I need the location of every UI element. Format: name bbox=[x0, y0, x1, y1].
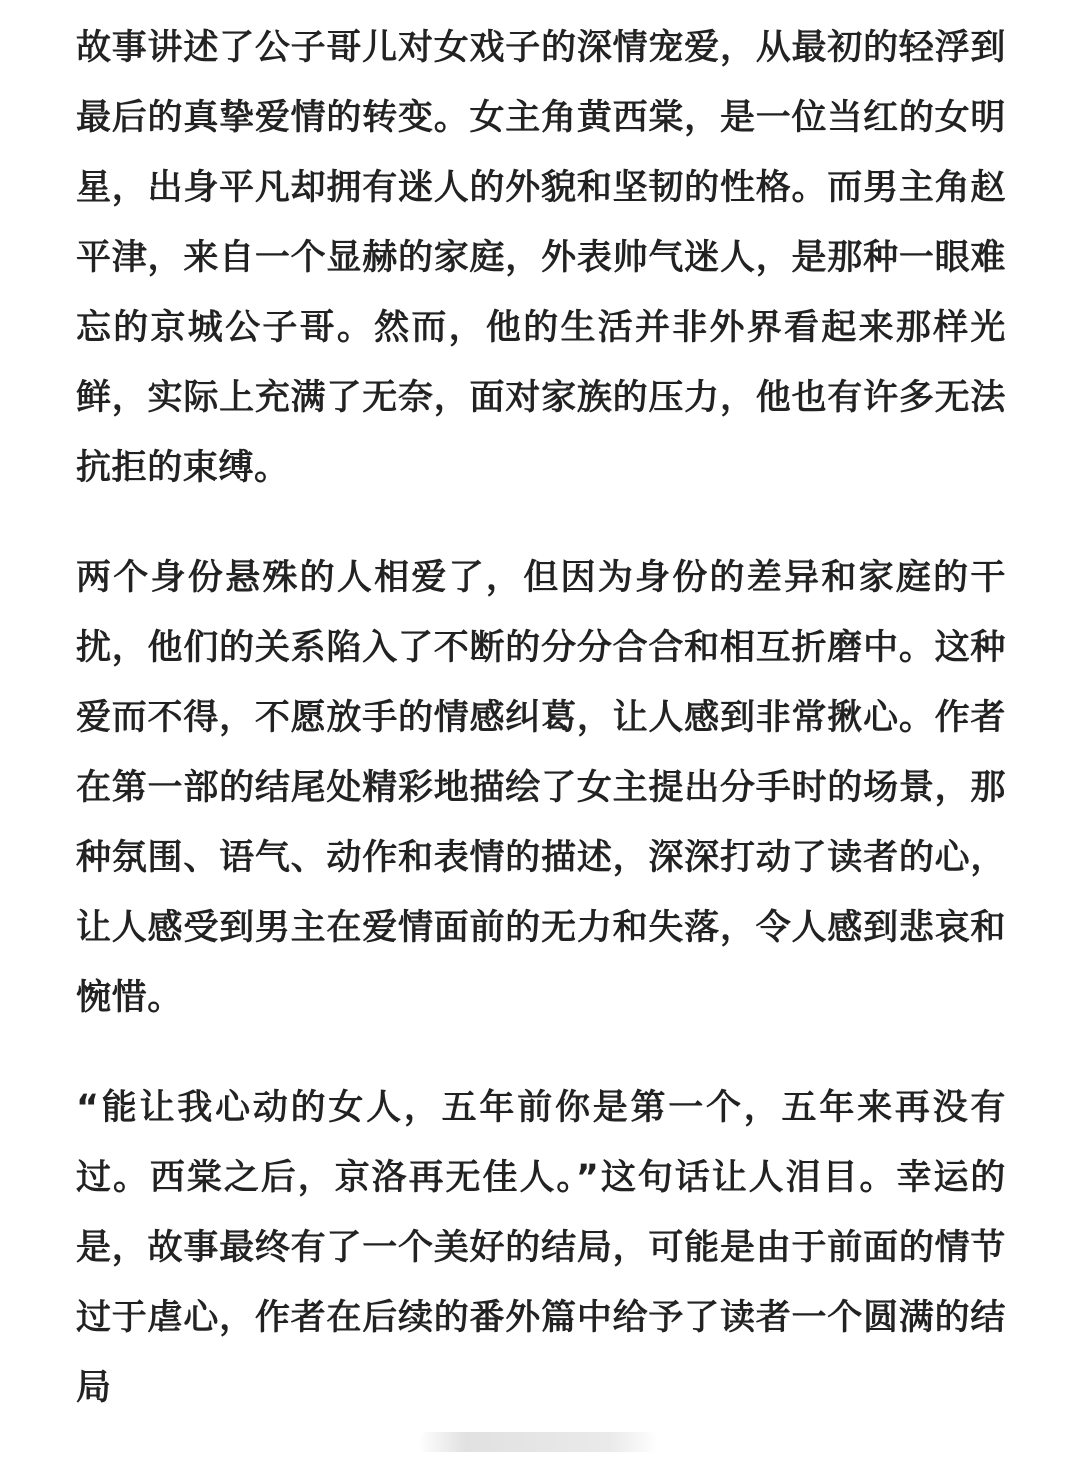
watermark-blur bbox=[418, 1432, 658, 1452]
paragraph-story-intro: 故事讲述了公子哥儿对女戏子的深情宠爱，从最初的轻浮到最后的真挚爱情的转变。女主角黄西棠，是一位当红的女明星，出身平凡却拥有迷人的外貌和坚韧的性格。而男主角赵平津，来自一个显赫的家庭，外表帅气迷人，是那种一眼难忘的京城公子哥。然而，他的生活并非外界看起来那样光鲜，实际上充满了无奈，面对家族的压力，他也有许多无法抗拒的束缚。 bbox=[76, 28, 1006, 488]
article-body bbox=[76, 13, 1006, 1423]
paragraph-quote-ending: “能让我心动的女人，五年前你是第一个，五年来再没有过。西棠之后，京洛再无佳人。”这句话让人泪目。幸运的是，故事最终有了一个美好的结局，可能是由于前面的情节过于虐心，作者在后续的番外篇中给予了读者一个圆满的结局 bbox=[76, 1088, 1006, 1408]
paragraph-relationship: 两个身份悬殊的人相爱了，但因为身份的差异和家庭的干扰，他们的关系陷入了不断的分分合合和相互折磨中。这种爱而不得，不愿放手的情感纠葛，让人感到非常揪心。作者在第一部的结尾处精彩地描绘了女主提出分手时的场景，那种氛围、语气、动作和表情的描述，深深打动了读者的心，让人感受到男主在爱情面前的无力和失落，令人感到悲哀和惋惜。 bbox=[76, 558, 1006, 1018]
